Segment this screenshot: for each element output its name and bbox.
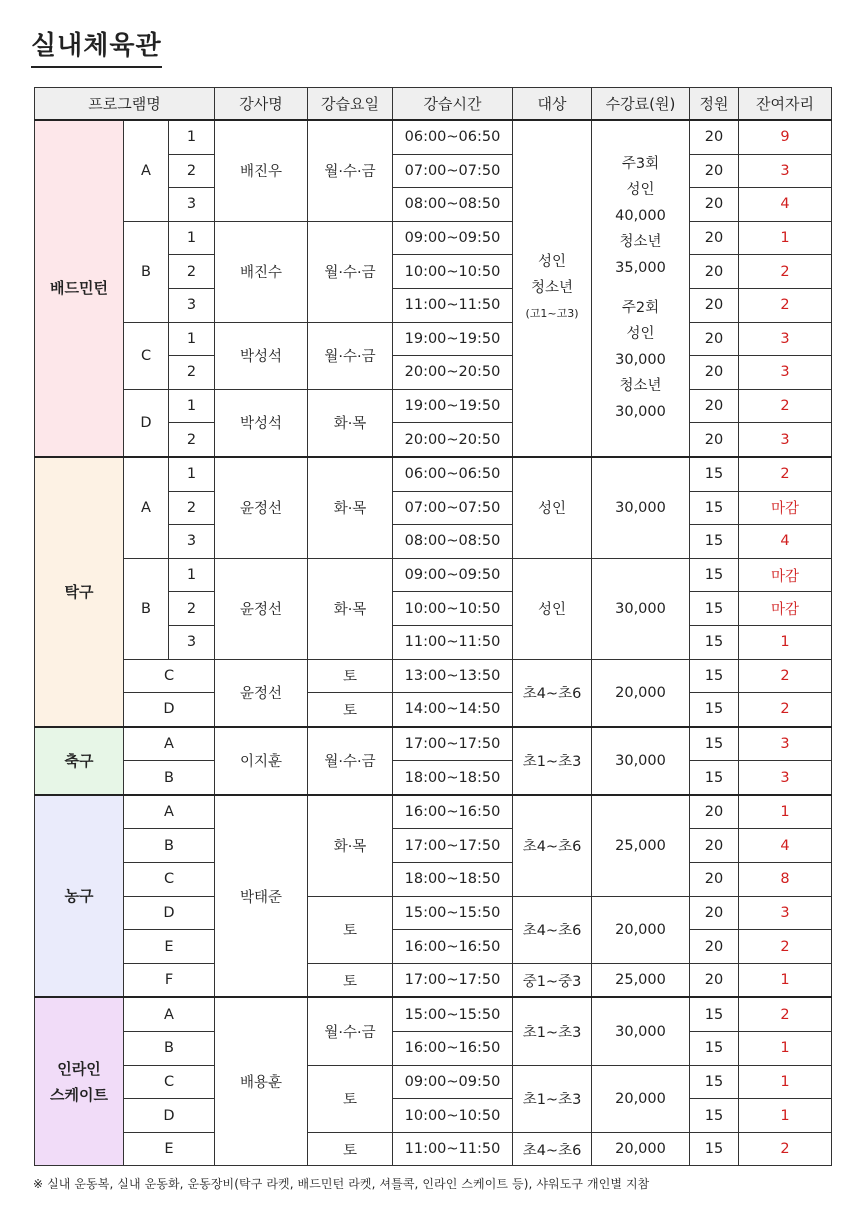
days-cell: 화·목 bbox=[308, 389, 393, 457]
capacity-cell: 15 bbox=[690, 558, 739, 592]
days-cell: 월·수·금 bbox=[308, 727, 393, 795]
time-cell: 15:00~15:50 bbox=[393, 997, 513, 1031]
remaining-cell: 1 bbox=[739, 795, 832, 829]
capacity-cell: 15 bbox=[690, 727, 739, 761]
remaining-cell: 4 bbox=[739, 188, 832, 222]
remaining-cell: 2 bbox=[739, 389, 832, 423]
remaining-cell: 4 bbox=[739, 829, 832, 863]
target-cell: 성인 bbox=[513, 457, 592, 558]
time-cell: 08:00~08:50 bbox=[393, 188, 513, 222]
capacity-cell: 20 bbox=[690, 423, 739, 457]
class-label: D bbox=[124, 1099, 215, 1133]
time-cell: 10:00~10:50 bbox=[393, 1099, 513, 1133]
fee-cell: 30,000 bbox=[592, 727, 690, 795]
capacity-cell: 15 bbox=[690, 625, 739, 659]
remaining-cell: 2 bbox=[739, 930, 832, 964]
days-cell: 토 bbox=[308, 693, 393, 727]
program-basketball: 농구 bbox=[35, 795, 124, 998]
class-label: B bbox=[124, 1032, 215, 1066]
class-label: A bbox=[124, 120, 169, 221]
capacity-cell: 20 bbox=[690, 795, 739, 829]
header-remaining: 잔여자리 bbox=[739, 88, 832, 121]
table-row bbox=[35, 795, 832, 829]
capacity-cell: 20 bbox=[690, 356, 739, 390]
capacity-cell: 20 bbox=[690, 963, 739, 997]
fee-cell: 20,000 bbox=[592, 1065, 690, 1132]
time-cell: 10:00~10:50 bbox=[393, 592, 513, 626]
remaining-cell: 1 bbox=[739, 1032, 832, 1066]
days-cell: 월·수·금 bbox=[308, 120, 393, 221]
capacity-cell: 15 bbox=[690, 997, 739, 1031]
class-label: A bbox=[124, 997, 215, 1031]
remaining-cell: 2 bbox=[739, 659, 832, 693]
session-no: 2 bbox=[169, 255, 215, 289]
table-row bbox=[35, 963, 832, 997]
target-cell: 성인 bbox=[513, 558, 592, 659]
page-title: 실내체육관 bbox=[31, 28, 162, 68]
header-days: 강습요일 bbox=[308, 88, 393, 121]
time-cell: 11:00~11:50 bbox=[393, 1132, 513, 1166]
time-cell: 16:00~16:50 bbox=[393, 930, 513, 964]
capacity-cell: 20 bbox=[690, 154, 739, 188]
fee-line: 40,000 bbox=[615, 208, 666, 225]
fee-line: 주3회 bbox=[621, 156, 660, 173]
remaining-cell: 1 bbox=[739, 963, 832, 997]
time-cell: 08:00~08:50 bbox=[393, 525, 513, 559]
schedule-table bbox=[34, 87, 832, 1166]
time-cell: 14:00~14:50 bbox=[393, 693, 513, 727]
days-cell: 월·수·금 bbox=[308, 997, 393, 1065]
remaining-cell: 8 bbox=[739, 863, 832, 897]
program-inline-skate bbox=[35, 997, 124, 1165]
remaining-cell: 4 bbox=[739, 525, 832, 559]
capacity-cell: 20 bbox=[690, 120, 739, 154]
capacity-cell: 20 bbox=[690, 221, 739, 255]
capacity-cell: 15 bbox=[690, 1065, 739, 1099]
capacity-cell: 15 bbox=[690, 457, 739, 491]
days-cell: 토 bbox=[308, 659, 393, 693]
session-no: 3 bbox=[169, 188, 215, 222]
capacity-cell: 15 bbox=[690, 761, 739, 795]
session-no: 3 bbox=[169, 625, 215, 659]
table-row bbox=[35, 727, 832, 761]
class-label: F bbox=[124, 963, 215, 997]
time-cell: 07:00~07:50 bbox=[393, 491, 513, 525]
program-name-line: 인라인 bbox=[57, 1059, 101, 1078]
table-row bbox=[35, 1065, 832, 1099]
time-cell: 16:00~16:50 bbox=[393, 795, 513, 829]
session-no: 3 bbox=[169, 288, 215, 322]
time-cell: 19:00~19:50 bbox=[393, 389, 513, 423]
table-row bbox=[35, 863, 832, 897]
header-row bbox=[35, 88, 832, 121]
remaining-cell: 마감 bbox=[739, 558, 832, 592]
time-cell: 16:00~16:50 bbox=[393, 1032, 513, 1066]
time-cell: 06:00~06:50 bbox=[393, 120, 513, 154]
remaining-cell: 3 bbox=[739, 423, 832, 457]
remaining-cell: 1 bbox=[739, 221, 832, 255]
time-cell: 19:00~19:50 bbox=[393, 322, 513, 356]
time-cell: 11:00~11:50 bbox=[393, 288, 513, 322]
target-line: 청소년 bbox=[530, 280, 574, 297]
fee-cell: 20,000 bbox=[592, 896, 690, 963]
class-label: B bbox=[124, 558, 169, 659]
remaining-cell: 2 bbox=[739, 288, 832, 322]
session-no: 1 bbox=[169, 120, 215, 154]
capacity-cell: 15 bbox=[690, 659, 739, 693]
class-label: A bbox=[124, 457, 169, 558]
session-no: 2 bbox=[169, 154, 215, 188]
session-no: 1 bbox=[169, 558, 215, 592]
program-table-tennis: 탁구 bbox=[35, 457, 124, 727]
time-cell: 20:00~20:50 bbox=[393, 356, 513, 390]
class-label: B bbox=[124, 761, 215, 795]
capacity-cell: 15 bbox=[690, 491, 739, 525]
days-cell: 토 bbox=[308, 963, 393, 997]
time-cell: 17:00~17:50 bbox=[393, 963, 513, 997]
capacity-cell: 20 bbox=[690, 829, 739, 863]
days-cell: 토 bbox=[308, 1132, 393, 1166]
fee-line: 청소년 bbox=[619, 378, 662, 395]
session-no: 2 bbox=[169, 491, 215, 525]
session-no: 1 bbox=[169, 457, 215, 491]
fee-cell: 30,000 bbox=[592, 457, 690, 558]
time-cell: 06:00~06:50 bbox=[393, 457, 513, 491]
remaining-cell: 2 bbox=[739, 1132, 832, 1166]
fee-cell bbox=[592, 120, 690, 457]
fee-line: 35,000 bbox=[615, 260, 666, 277]
program-badminton: 배드민턴 bbox=[35, 120, 124, 457]
session-no: 1 bbox=[169, 221, 215, 255]
header-fee: 수강료(원) bbox=[592, 88, 690, 121]
header-program: 프로그램명 bbox=[35, 88, 215, 121]
session-no: 1 bbox=[169, 389, 215, 423]
session-no: 2 bbox=[169, 423, 215, 457]
remaining-cell: 2 bbox=[739, 457, 832, 491]
remaining-cell: 3 bbox=[739, 896, 832, 930]
instructor-cell: 윤정선 bbox=[215, 457, 308, 558]
remaining-cell: 2 bbox=[739, 693, 832, 727]
instructor-cell: 이지훈 bbox=[215, 727, 308, 795]
table-row bbox=[35, 322, 832, 356]
days-cell: 월·수·금 bbox=[308, 322, 393, 389]
capacity-cell: 15 bbox=[690, 592, 739, 626]
program-soccer: 축구 bbox=[35, 727, 124, 795]
remaining-cell: 1 bbox=[739, 1065, 832, 1099]
class-label: D bbox=[124, 389, 169, 457]
class-label: D bbox=[124, 896, 215, 930]
instructor-cell: 배진수 bbox=[215, 221, 308, 322]
table-row bbox=[35, 1099, 832, 1133]
fee-cell: 25,000 bbox=[592, 795, 690, 896]
fee-cell: 20,000 bbox=[592, 1132, 690, 1166]
instructor-cell: 윤정선 bbox=[215, 659, 308, 727]
remaining-cell: 3 bbox=[739, 761, 832, 795]
time-cell: 17:00~17:50 bbox=[393, 727, 513, 761]
table-row bbox=[35, 693, 832, 727]
target-cell: 초1~초3 bbox=[513, 1065, 592, 1132]
target-cell: 초4~초6 bbox=[513, 896, 592, 963]
target-cell: 초4~초6 bbox=[513, 659, 592, 727]
class-label: C bbox=[124, 1065, 215, 1099]
time-cell: 17:00~17:50 bbox=[393, 829, 513, 863]
instructor-cell: 박성석 bbox=[215, 389, 308, 457]
class-label: D bbox=[124, 693, 215, 727]
target-cell: 초1~초3 bbox=[513, 997, 592, 1065]
days-cell: 월·수·금 bbox=[308, 221, 393, 322]
session-no: 1 bbox=[169, 322, 215, 356]
fee-line: 주2회 bbox=[621, 300, 660, 317]
remaining-cell: 9 bbox=[739, 120, 832, 154]
header-time: 강습시간 bbox=[393, 88, 513, 121]
footnote: ※ 실내 운동복, 실내 운동화, 운동장비(탁구 라켓, 배드민턴 라켓, 셔틀콕, 인라인 스케이트 등), 샤워도구 개인별 지참 bbox=[33, 1177, 650, 1191]
days-cell: 화·목 bbox=[308, 558, 393, 659]
time-cell: 13:00~13:50 bbox=[393, 659, 513, 693]
class-label: E bbox=[124, 1132, 215, 1166]
time-cell: 18:00~18:50 bbox=[393, 761, 513, 795]
table-row bbox=[35, 120, 832, 154]
session-no: 3 bbox=[169, 525, 215, 559]
time-cell: 20:00~20:50 bbox=[393, 423, 513, 457]
capacity-cell: 15 bbox=[690, 1099, 739, 1133]
remaining-cell: 2 bbox=[739, 997, 832, 1031]
fee-cell: 30,000 bbox=[592, 558, 690, 659]
table-row bbox=[35, 829, 832, 863]
time-cell: 18:00~18:50 bbox=[393, 863, 513, 897]
capacity-cell: 20 bbox=[690, 896, 739, 930]
fee-cell: 30,000 bbox=[592, 997, 690, 1065]
table-row bbox=[35, 930, 832, 964]
class-label: C bbox=[124, 322, 169, 389]
instructor-cell: 배용훈 bbox=[215, 997, 308, 1165]
class-label: A bbox=[124, 795, 215, 829]
table-row bbox=[35, 1032, 832, 1066]
capacity-cell: 20 bbox=[690, 389, 739, 423]
header-instructor: 강사명 bbox=[215, 88, 308, 121]
target-cell: 중1~중3 bbox=[513, 963, 592, 997]
instructor-cell: 배진우 bbox=[215, 120, 308, 221]
instructor-cell: 박성석 bbox=[215, 322, 308, 389]
header-target: 대상 bbox=[513, 88, 592, 121]
remaining-cell: 3 bbox=[739, 356, 832, 390]
remaining-cell: 3 bbox=[739, 154, 832, 188]
capacity-cell: 20 bbox=[690, 322, 739, 356]
time-cell: 09:00~09:50 bbox=[393, 558, 513, 592]
time-cell: 10:00~10:50 bbox=[393, 255, 513, 289]
fee-line: 성인 bbox=[626, 326, 655, 343]
table-row bbox=[35, 221, 832, 255]
class-label: B bbox=[124, 221, 169, 322]
days-cell: 토 bbox=[308, 1065, 393, 1132]
target-line: 성인 bbox=[537, 254, 566, 271]
remaining-cell: 2 bbox=[739, 255, 832, 289]
days-cell: 화·목 bbox=[308, 457, 393, 558]
fee-cell: 20,000 bbox=[592, 659, 690, 727]
fee-line: 청소년 bbox=[619, 234, 662, 251]
fee-cell: 25,000 bbox=[592, 963, 690, 997]
table-row bbox=[35, 997, 832, 1031]
fee-line: 성인 bbox=[626, 182, 655, 199]
class-label: B bbox=[124, 829, 215, 863]
time-cell: 09:00~09:50 bbox=[393, 221, 513, 255]
instructor-cell: 윤정선 bbox=[215, 558, 308, 659]
capacity-cell: 15 bbox=[690, 1132, 739, 1166]
time-cell: 11:00~11:50 bbox=[393, 625, 513, 659]
remaining-cell: 3 bbox=[739, 727, 832, 761]
table-row bbox=[35, 659, 832, 693]
remaining-cell: 마감 bbox=[739, 491, 832, 525]
session-no: 2 bbox=[169, 592, 215, 626]
table-row bbox=[35, 896, 832, 930]
class-label: E bbox=[124, 930, 215, 964]
capacity-cell: 15 bbox=[690, 693, 739, 727]
time-cell: 15:00~15:50 bbox=[393, 896, 513, 930]
fee-spacer bbox=[592, 281, 689, 295]
target-cell bbox=[513, 120, 592, 457]
remaining-cell: 1 bbox=[739, 625, 832, 659]
class-label: A bbox=[124, 727, 215, 761]
time-cell: 07:00~07:50 bbox=[393, 154, 513, 188]
time-cell: 09:00~09:50 bbox=[393, 1065, 513, 1099]
target-line: (고1~고3) bbox=[525, 307, 579, 321]
target-cell: 초4~초6 bbox=[513, 1132, 592, 1166]
class-label: C bbox=[124, 863, 215, 897]
fee-line: 30,000 bbox=[615, 404, 666, 421]
remaining-cell: 3 bbox=[739, 322, 832, 356]
remaining-cell: 마감 bbox=[739, 592, 832, 626]
table-row bbox=[35, 761, 832, 795]
capacity-cell: 20 bbox=[690, 930, 739, 964]
table-row bbox=[35, 558, 832, 592]
session-no: 2 bbox=[169, 356, 215, 390]
fee-line: 30,000 bbox=[615, 352, 666, 369]
target-cell: 초1~초3 bbox=[513, 727, 592, 795]
table-row bbox=[35, 1132, 832, 1166]
class-label: C bbox=[124, 659, 215, 693]
remaining-cell: 1 bbox=[739, 1099, 832, 1133]
days-cell: 토 bbox=[308, 896, 393, 963]
capacity-cell: 15 bbox=[690, 525, 739, 559]
instructor-cell: 박태준 bbox=[215, 795, 308, 998]
capacity-cell: 20 bbox=[690, 288, 739, 322]
table-row bbox=[35, 389, 832, 423]
header-capacity: 정원 bbox=[690, 88, 739, 121]
program-name-line: 스케이트 bbox=[50, 1085, 108, 1104]
target-cell: 초4~초6 bbox=[513, 795, 592, 896]
capacity-cell: 20 bbox=[690, 863, 739, 897]
capacity-cell: 15 bbox=[690, 1032, 739, 1066]
capacity-cell: 20 bbox=[690, 188, 739, 222]
capacity-cell: 20 bbox=[690, 255, 739, 289]
table-row bbox=[35, 457, 832, 491]
days-cell: 화·목 bbox=[308, 795, 393, 896]
